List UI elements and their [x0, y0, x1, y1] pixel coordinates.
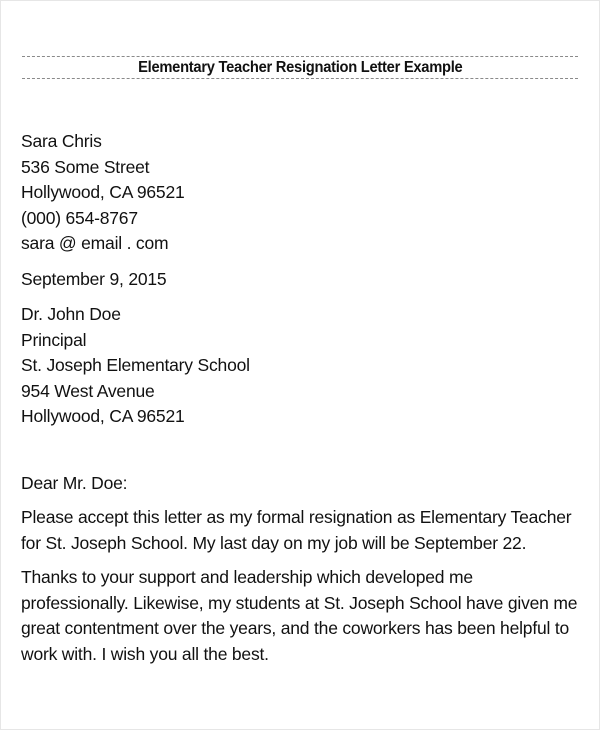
sender-email: sara @ email . com — [21, 233, 169, 253]
salutation — [21, 471, 581, 497]
recipient-street: 954 West Avenue — [21, 380, 155, 401]
body-paragraph-2: Thanks to your support and leadership which developed me professionally. Likewise, my students at St. Joseph School have given me great contentment over the years, and the coworkers has been helpful to work with. I wish you all the best. — [21, 567, 578, 664]
date-text: September 9, 2015 — [21, 268, 167, 289]
sender-phone: (000) 654-8767 — [21, 207, 138, 228]
recipient-city: Hollywood, CA 96521 — [21, 406, 185, 426]
salutation-text: Dear Mr. Doe: — [21, 472, 128, 493]
title-bar — [22, 56, 578, 79]
recipient-address — [21, 302, 581, 430]
letter-title: Elementary Teacher Resignation Letter Example — [137, 58, 463, 76]
body-paragraph-1: Please accept this letter as my formal resignation as Elementary Teacher for St. Joseph School. My last day on my job will be September 22. — [21, 507, 572, 553]
letter-body — [21, 129, 581, 667]
sender-street: 536 Some Street — [21, 156, 150, 177]
sender-city: Hollywood, CA 96521 — [21, 182, 185, 202]
sender-address — [21, 129, 581, 257]
sender-name: Sara Chris — [21, 131, 102, 151]
recipient-school: St. Joseph Elementary School — [21, 355, 250, 375]
recipient-name: Dr. John Doe — [21, 304, 121, 324]
letter-date — [21, 267, 581, 293]
recipient-title: Principal — [21, 329, 87, 350]
